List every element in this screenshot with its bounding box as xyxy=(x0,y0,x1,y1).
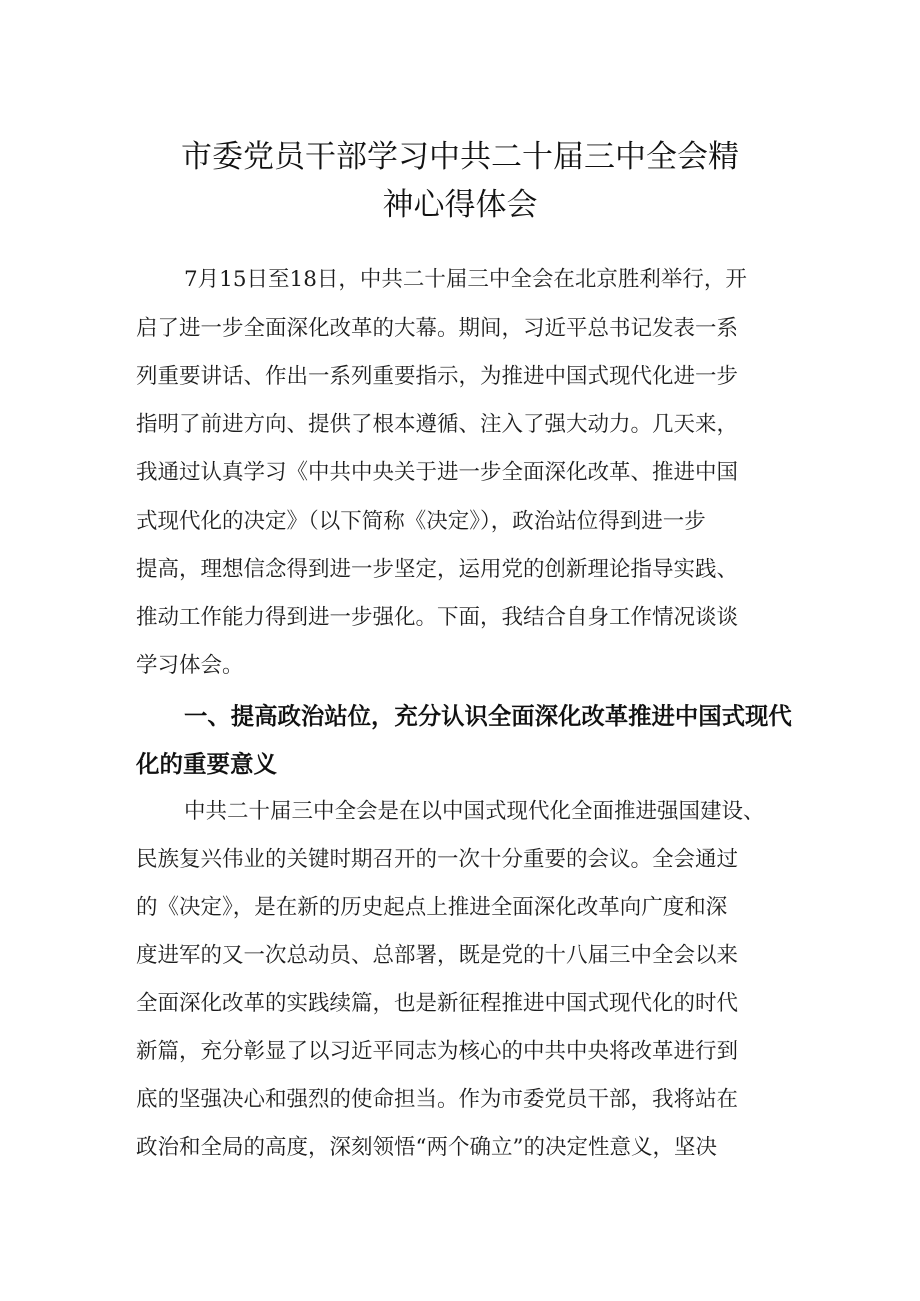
paragraph-line: 的《决定》，是在新的历史起点上推进全面深化改革向广度和深 xyxy=(136,895,728,920)
section-heading-line: 一、提高政治站位，充分认识全面深化改革推进中国式现代 xyxy=(184,702,792,730)
paragraph-line: 全面深化改革的实践续篇，也是新征程推进中国式现代化的时代 xyxy=(136,991,739,1016)
paragraph-line: 启了进一步全面深化改革的大幕。期间，习近平总书记发表一系 xyxy=(136,316,739,341)
document-title-line-1: 市委党员干部学习中共二十届三中全会精 xyxy=(181,139,739,175)
paragraph-line: 学习体会。 xyxy=(136,653,244,678)
paragraph-line: 指明了前进方向、提供了根本遵循、注入了强大动力。几天来， xyxy=(136,412,739,437)
paragraph-line: 7月15日至18日，中共二十届三中全会在北京胜利举行，开 xyxy=(184,267,747,292)
paragraph-line: 我通过认真学习《中共中央关于进一步全面深化改革、推进中国 xyxy=(136,460,739,485)
section-heading-line: 化的重要意义 xyxy=(136,750,277,778)
paragraph-line: 提高，理想信念得到进一步坚定，运用党的创新理论指导实践、 xyxy=(136,557,739,582)
paragraph-line: 推动工作能力得到进一步强化。下面，我结合自身工作情况谈谈 xyxy=(136,605,739,630)
paragraph-line: 底的坚强决心和强烈的使命担当。作为市委党员干部，我将站在 xyxy=(136,1087,739,1112)
paragraph-line: 列重要讲话、作出一系列重要指示，为推进中国式现代化进一步 xyxy=(136,364,739,389)
paragraph-line: 度进军的又一次总动员、总部署，既是党的十八届三中全会以来 xyxy=(136,943,739,968)
paragraph-line: 政治和全局的高度，深刻领悟“两个确立”的决定性意义，坚决 xyxy=(136,1135,717,1160)
paragraph-line: 式现代化的决定》（以下简称《决定》），政治站位得到进一步 xyxy=(136,509,706,534)
paragraph-line: 民族复兴伟业的关键时期召开的一次十分重要的会议。全会通过 xyxy=(136,847,739,872)
paragraph-line: 新篇，充分彰显了以习近平同志为核心的中共中央将改革进行到 xyxy=(136,1039,739,1064)
document-title-line-2: 神心得体会 xyxy=(382,187,538,223)
paragraph-line: 中共二十届三中全会是在以中国式现代化全面推进强国建设、 xyxy=(184,799,765,824)
